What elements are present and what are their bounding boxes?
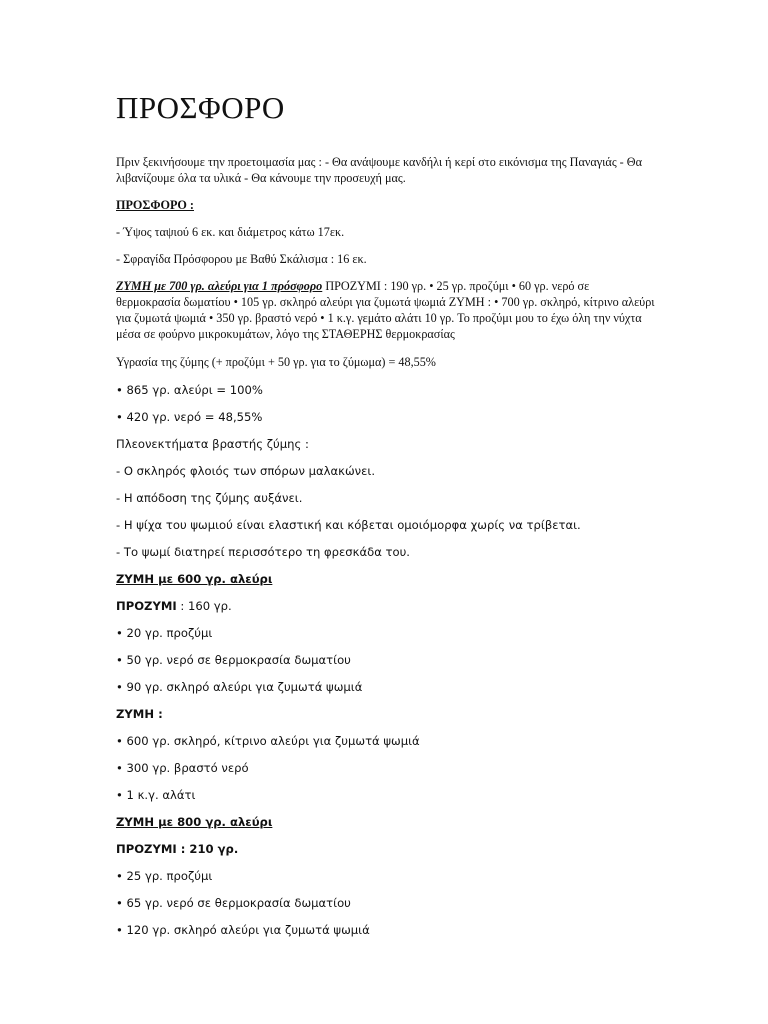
- dough-600-heading: ΖΥΜΗ με 600 γρ. αλεύρι: [116, 572, 273, 586]
- flour-percent: • 865 γρ. αλεύρι = 100%: [116, 383, 263, 397]
- advantages-heading: Πλεονεκτήματα βραστής ζύμης :: [116, 437, 309, 451]
- document-content: [116, 88, 656, 949]
- dough-800-starter-label: ΠΡΟΖΥΜΙ : 210 γρ.: [116, 842, 239, 856]
- dough-700-paragraph: [116, 278, 656, 342]
- dough-800-heading: ΖΥΜΗ με 800 γρ. αλεύρι: [116, 815, 273, 829]
- list-item: • 600 γρ. σκληρό, κίτρινο αλεύρι για ζυμωτά ψωμιά: [116, 734, 420, 748]
- dough-600-starter-label: ΠΡΟΖΥΜΙ: [116, 599, 177, 613]
- list-item: • 1 κ.γ. αλάτι: [116, 788, 196, 802]
- list-item: • 20 γρ. προζύμι: [116, 626, 213, 640]
- seal-size: - Σφραγίδα Πρόσφορου με Βαθύ Σκάλισμα : 16 εκ.: [116, 252, 367, 266]
- advantage-item: - Η απόδοση της ζύμης αυξάνει.: [116, 491, 303, 505]
- tray-dimensions: - Ύψος ταψιού 6 εκ. και διάμετρος κάτω 17εκ.: [116, 225, 345, 239]
- page-title: ΠΡΟΣΦΟΡΟ: [116, 90, 285, 125]
- section-prosforo-heading: ΠΡΟΣΦΟΡΟ :: [116, 198, 194, 212]
- dough-600-starter-line: [116, 598, 656, 614]
- intro-paragraph: Πριν ξεκινήσουμε την προετοιμασία μας : - Θα ανάψουμε κανδήλι ή κερί στο εικόνισμα της Παναγιάς - Θα λιβανίζουμε όλα τα υλικά - Θα κάνουμε την προσευχή μας.: [116, 155, 642, 185]
- list-item: • 25 γρ. προζύμι: [116, 869, 213, 883]
- list-item: • 120 γρ. σκληρό αλεύρι για ζυμωτά ψωμιά: [116, 923, 370, 937]
- water-percent: • 420 γρ. νερό = 48,55%: [116, 410, 263, 424]
- dough-700-heading: ΖΥΜΗ με 700 γρ. αλεύρι για 1 πρόσφορο: [116, 279, 323, 293]
- hydration-line: Υγρασία της ζύμης (+ προζύμι + 50 γρ. για το ζύμωμα) = 48,55%: [116, 355, 436, 369]
- advantage-item: - Το ψωμί διατηρεί περισσότερο τη φρεσκάδα του.: [116, 545, 410, 559]
- advantage-item: - Ο σκληρός φλοιός των σπόρων μαλακώνει.: [116, 464, 376, 478]
- advantage-item: - Η ψίχα του ψωμιού είναι ελαστική και κόβεται ομοιόμορφα χωρίς να τρίβεται.: [116, 518, 581, 532]
- dough-600-dough-label: ΖΥΜΗ :: [116, 707, 163, 721]
- list-item: • 65 γρ. νερό σε θερμοκρασία δωματίου: [116, 896, 351, 910]
- list-item: • 50 γρ. νερό σε θερμοκρασία δωματίου: [116, 653, 351, 667]
- list-item: • 90 γρ. σκληρό αλεύρι για ζυμωτά ψωμιά: [116, 680, 363, 694]
- dough-700-text: ΠΡΟΖΥΜΙ : 190 γρ. • 25 γρ. προζύμι • 60 γρ. νερό σε θερμοκρασία δωματίου • 105 γρ. σκληρό αλεύρι για ζυμωτά ψωμιά ΖΥΜΗ : • 700 γρ. σκληρό, κίτρινο αλεύρι για ζυμωτά ψωμιά • 350 γρ. βραστό νερό • 1 κ.γ. γεμάτο αλάτι 10 γρ. Το προζύμι μου το έχω όλη την νύχτα μέσα σε φούρνο μικροκυμάτων, λόγο της ΣΤΑΘΕΡΗΣ θερμοκρασίας: [116, 279, 655, 341]
- dough-600-starter-value: : 160 γρ.: [176, 599, 232, 613]
- list-item: • 300 γρ. βραστό νερό: [116, 761, 249, 775]
